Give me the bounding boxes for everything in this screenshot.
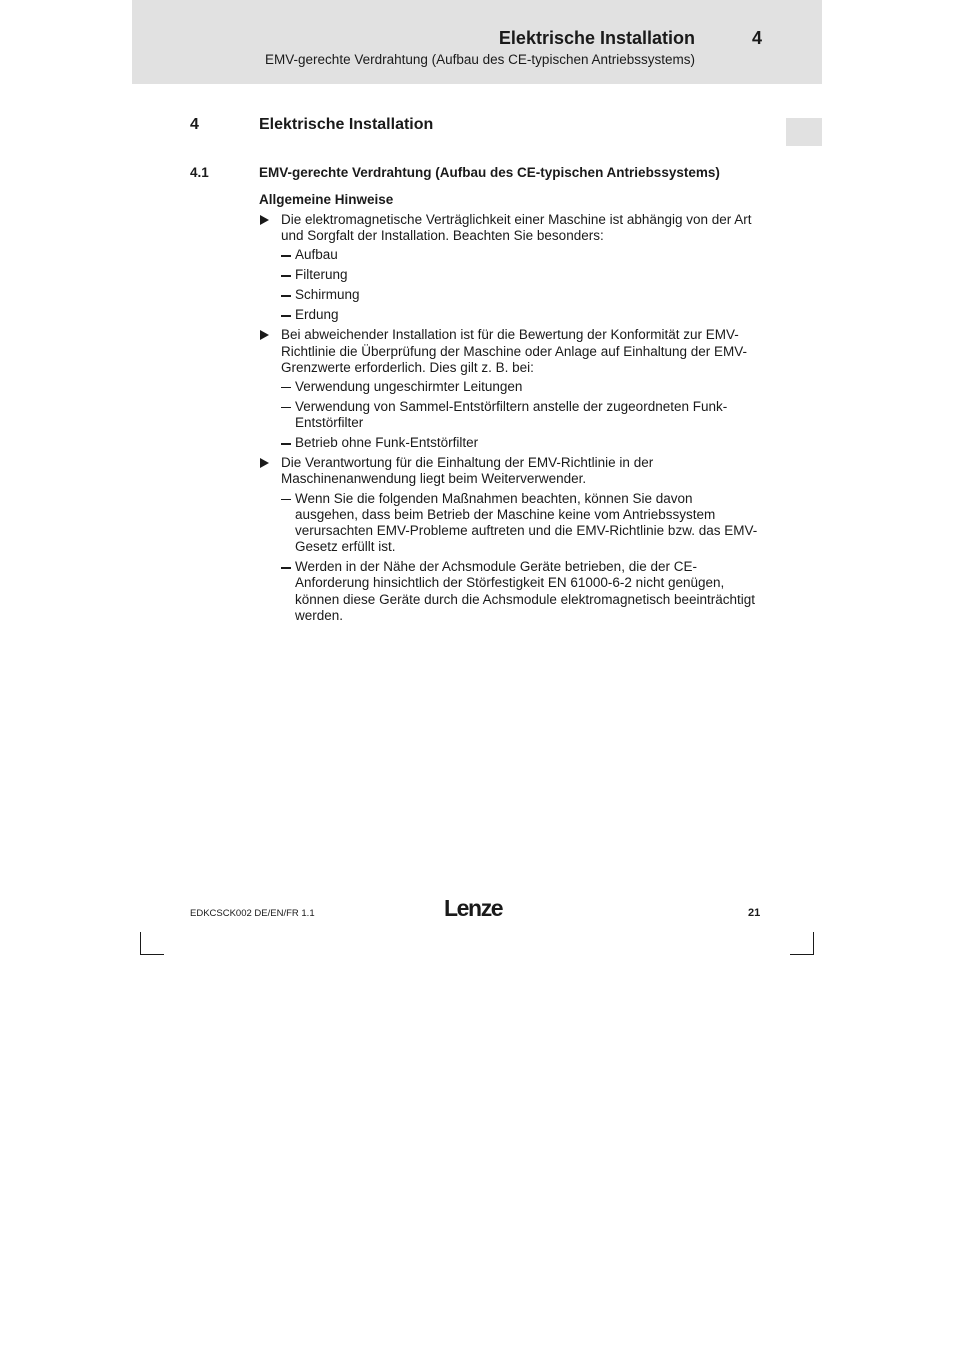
sub-item [259,399,759,431]
triangle-right-icon [260,330,269,340]
sub-item [259,559,759,624]
triangle-right-icon [260,215,269,225]
header-title: Elektrische Installation [498,28,695,48]
dash-icon [281,255,291,256]
sub-text: Erdung [295,307,339,323]
header-subtitle: EMV-gerechte Verdrahtung (Aufbau des CE-typischen Antriebssystems) [265,52,695,67]
sub-item [259,287,759,303]
sub-item [259,247,759,263]
sub-item [259,491,759,556]
dash-icon [281,567,291,568]
dash-icon [281,407,291,408]
dash-icon [281,387,291,388]
sub-text: Schirmung [295,287,360,303]
sub-item [259,307,759,323]
sub-item [259,379,759,395]
sub-text: Werden in der Nähe der Achsmodule Geräte betrieben, die der CE-Anforderung hinsichtlich der Störfestigkeit EN 61000-6-2 nicht genügen, können diese Geräte durch die Achsmodule elektromagnetisch beeinträchtigt werden. [295,559,756,623]
sub-item [259,435,759,451]
sub-text: Aufbau [295,247,338,263]
crop-mark-left-vertical [140,932,141,955]
triangle-right-icon [260,458,269,468]
lenze-logo: Lenze [444,895,503,921]
paragraph-heading: Allgemeine Hinweise [259,192,394,207]
bullet-text: Bei abweichender Installation ist für die Bewertung der Konformität zur EMV-Richtlinie die Überprüfung der Maschine oder Anlage auf Einhaltung der EMV-Grenzwerte erforderlich. Dies gilt z. B. bei: [281,327,748,375]
section-number: 4 [190,116,199,133]
crop-mark-right-horizontal [790,954,814,955]
crop-mark-right-vertical [813,932,814,955]
chapter-tab-marker [786,118,822,146]
crop-mark-left-horizontal [140,954,164,955]
dash-icon [281,315,291,316]
header-chapter-number: 4 [752,28,763,48]
body-content [259,212,759,628]
bullet-item [259,327,759,376]
subsection-title: EMV-gerechte Verdrahtung (Aufbau des CE-typischen Antriebssystems) [259,165,720,180]
dash-icon [281,295,291,296]
bullet-item [259,455,759,487]
dash-icon [281,443,291,444]
sub-text: Betrieb ohne Funk-Entstörfilter [295,435,479,451]
dash-icon [281,275,291,276]
bullet-text: Die elektromagnetische Verträglichkeit einer Maschine ist abhängig von der Art und Sorgfalt der Installation. Beachten Sie besonders: [281,212,752,244]
section-title: Elektrische Installation [259,116,434,133]
header-band [132,0,822,84]
sub-text: Verwendung von Sammel-Entstörfiltern anstelle der zugeordneten Funk-Entstörfilter [295,399,728,431]
bullet-item [259,212,759,244]
subsection-number: 4.1 [190,165,209,180]
sub-item [259,267,759,283]
sub-text: Filterung [295,267,348,283]
bullet-text: Die Verantwortung für die Einhaltung der EMV-Richtlinie in der Maschinenanwendung liegt beim Weiterverwender. [281,455,654,487]
sub-text: Wenn Sie die folgenden Maßnahmen beachten, können Sie davon ausgehen, dass beim Betrieb der Maschine keine vom Antriebssystem verursachten EMV-Probleme auftreten und die EMV-Richtlinie bzw. das EMV-Gesetz erfüllt ist. [295,490,758,555]
sub-text: Verwendung ungeschirmter Leitungen [295,379,523,395]
page-number: 21 [748,907,761,919]
document-id: EDKCSCK002 DE/EN/FR 1.1 [190,908,315,919]
dash-icon [281,499,291,500]
